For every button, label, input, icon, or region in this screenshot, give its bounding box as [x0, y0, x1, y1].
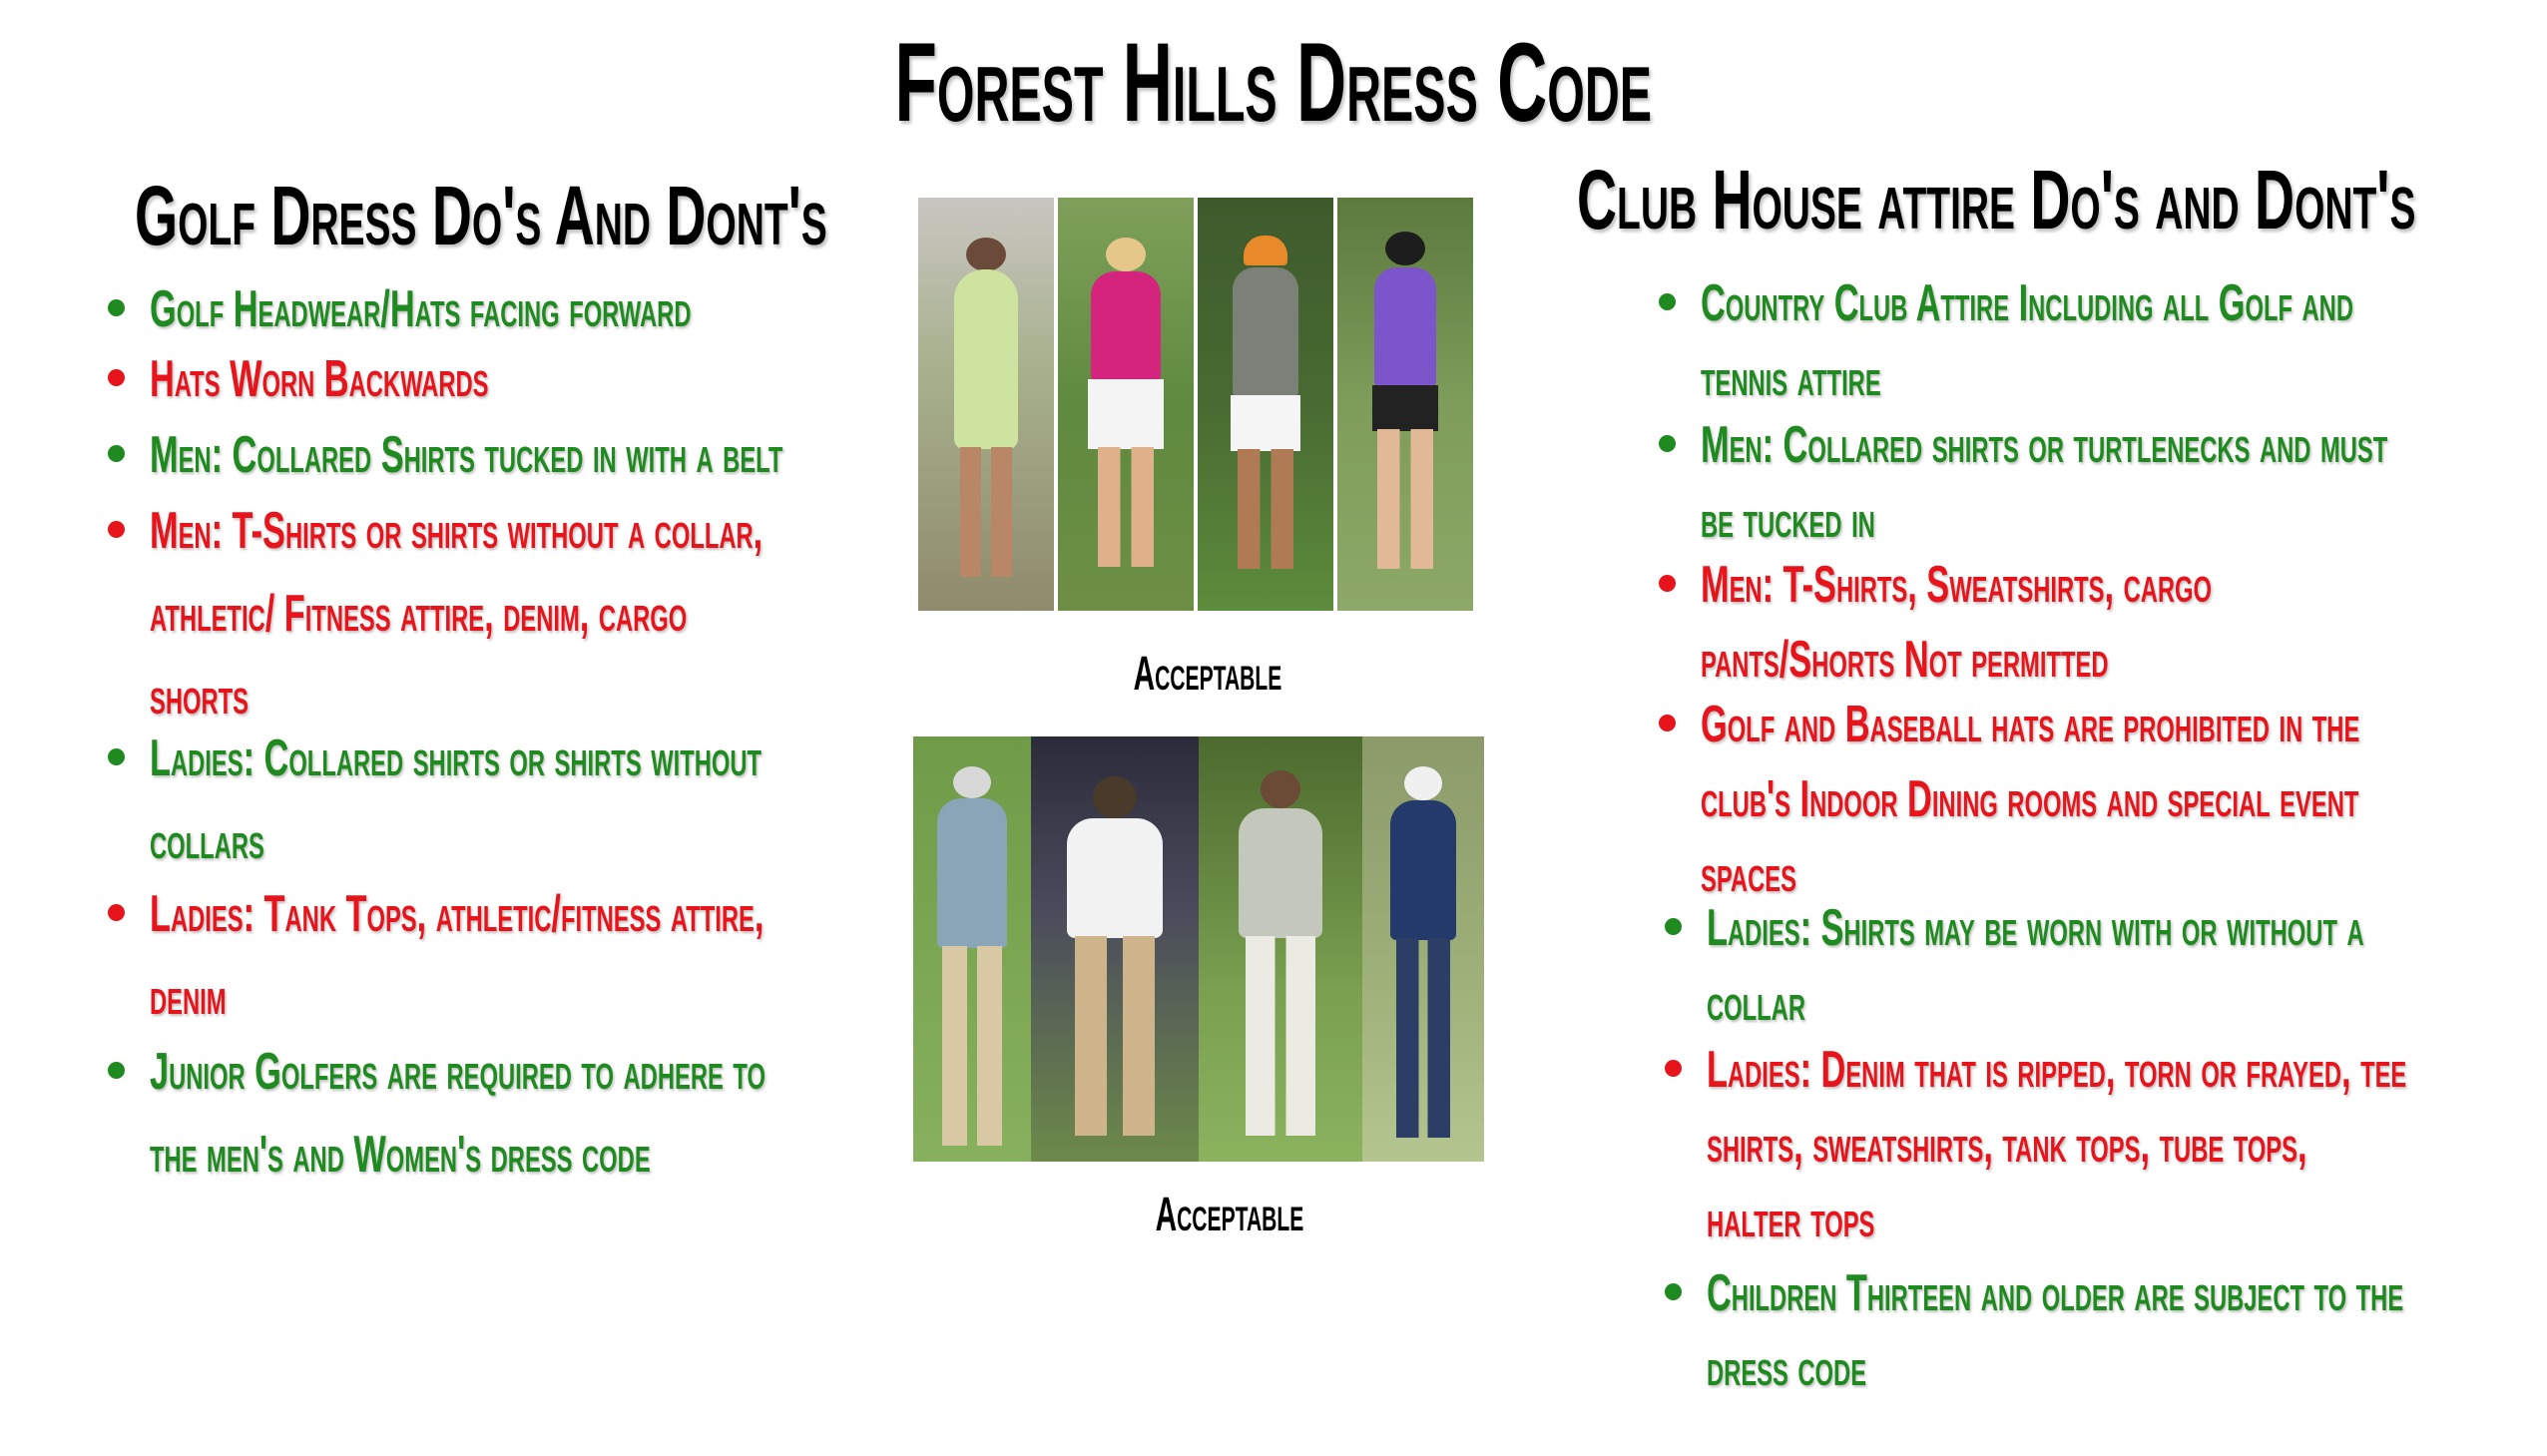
men-caption-text: Acceptable	[1155, 1189, 1304, 1241]
clubhouse-bullet-dot	[1659, 715, 1676, 731]
women-golfers-photo	[918, 198, 1475, 611]
golf-bullet-dot	[108, 904, 125, 921]
clubhouse-item-text-line: Golf and Baseball hats are prohibited in the	[1701, 696, 2360, 753]
golf-item-text-line: collars	[150, 812, 264, 870]
golf-bullet-dot	[108, 445, 125, 462]
clubhouse-attire-heading	[1577, 152, 2547, 248]
golf-heading-part2: And	[541, 169, 667, 262]
golf-bullet-dot	[108, 748, 125, 765]
clubhouse-bullet-dot	[1659, 575, 1676, 592]
clubhouse-item-text-line: collar	[1707, 974, 1805, 1032]
golfer-photo-2	[1058, 198, 1194, 611]
golfer-photo-1	[918, 198, 1054, 611]
golf-bullet-dot	[108, 1062, 125, 1079]
clubhouse-item-text-line: spaces	[1701, 845, 1796, 903]
golf-item-text-line: Men: Collared Shirts tucked in with a belt	[150, 426, 783, 484]
clubhouse-bullet-dot	[1665, 1283, 1682, 1300]
golf-item-text-line: denim	[150, 968, 227, 1026]
clubhouse-bullet-dot	[1665, 1060, 1682, 1077]
golf-bullet-dot	[108, 299, 125, 316]
women-caption-text: Acceptable	[1133, 648, 1282, 701]
clubhouse-item-text-line: dress code	[1707, 1339, 1867, 1397]
clubhouse-item-text-line: Men: T-Shirts, Sweatshirts, cargo	[1701, 556, 2213, 614]
golfer-photo-5	[913, 736, 1031, 1162]
golf-item-text-line: Junior Golfers are required to adhere to	[150, 1043, 765, 1101]
golf-item-text-line: Ladies: Collared shirts or shirts without	[150, 729, 763, 787]
golf-item-text-line: athletic/ Fitness attire, denim, cargo	[150, 585, 688, 643]
clubhouse-heading-part1: Club House attire	[1577, 153, 2031, 246]
clubhouse-heading-part2: and	[2139, 153, 2256, 246]
page-title	[0, 18, 2547, 147]
golf-bullet-dot	[108, 369, 125, 386]
clubhouse-item-text-line: shirts, sweatshirts, tank tops, tube tops,	[1707, 1116, 2307, 1174]
clubhouse-bullet-dot	[1659, 293, 1676, 310]
golf-heading-part1: Golf Dress	[135, 169, 432, 262]
golfer-photo-3	[1198, 198, 1333, 611]
clubhouse-item-text-line: be tucked in	[1701, 491, 1875, 549]
clubhouse-item-text-line: Ladies: Shirts may be worn with or without a	[1707, 899, 2364, 957]
clubhouse-item-text-line: pants/Shorts Not permitted	[1701, 631, 2109, 689]
page-title-text: Forest Hills Dress Code	[894, 20, 1653, 145]
golf-bullet-dot	[108, 521, 125, 538]
men-golfers-photo	[913, 736, 1484, 1162]
clubhouse-item-text-line: club's Indoor Dining rooms and special event	[1701, 770, 2359, 828]
clubhouse-item-text-line: tennis attire	[1701, 349, 1881, 407]
clubhouse-item-text-line: halter tops	[1707, 1191, 1875, 1248]
golf-heading-donts: Dont's	[666, 169, 827, 262]
golf-item-text-line: the men's and Women's dress code	[150, 1126, 651, 1184]
clubhouse-bullet-dot	[1659, 435, 1676, 452]
golf-item-text-line: shorts	[150, 668, 250, 726]
clubhouse-item-text-line: Ladies: Denim that is ripped, torn or frayed, tee	[1707, 1041, 2407, 1099]
golfer-photo-8	[1362, 736, 1484, 1162]
women-photo-caption	[1048, 647, 1367, 702]
clubhouse-item-text-line: Country Club Attire Including all Golf and	[1701, 274, 2353, 332]
clubhouse-heading-donts: Dont's	[2255, 153, 2416, 246]
clubhouse-item-text-line: Children Thirteen and older are subject to the	[1707, 1264, 2404, 1322]
golf-heading-dos: Do's	[431, 169, 542, 262]
men-photo-caption	[1070, 1188, 1389, 1242]
clubhouse-item-text-line: Men: Collared shirts or turtlenecks and must	[1701, 416, 2388, 474]
golf-item-text-line: Golf Headwear/Hats facing forward	[150, 280, 692, 338]
golfer-photo-4	[1337, 198, 1473, 611]
clubhouse-bullet-dot	[1665, 918, 1682, 935]
clubhouse-heading-dos: Do's	[2030, 153, 2140, 246]
golf-item-text-line: Men: T-Shirts or shirts without a collar,	[150, 502, 764, 560]
golf-item-text-line: Hats Worn Backwards	[150, 350, 489, 408]
golfer-photo-7	[1199, 736, 1362, 1162]
golf-item-text-line: Ladies: Tank Tops, athletic/fitness attire,	[150, 885, 764, 943]
golfer-photo-6	[1031, 736, 1199, 1162]
